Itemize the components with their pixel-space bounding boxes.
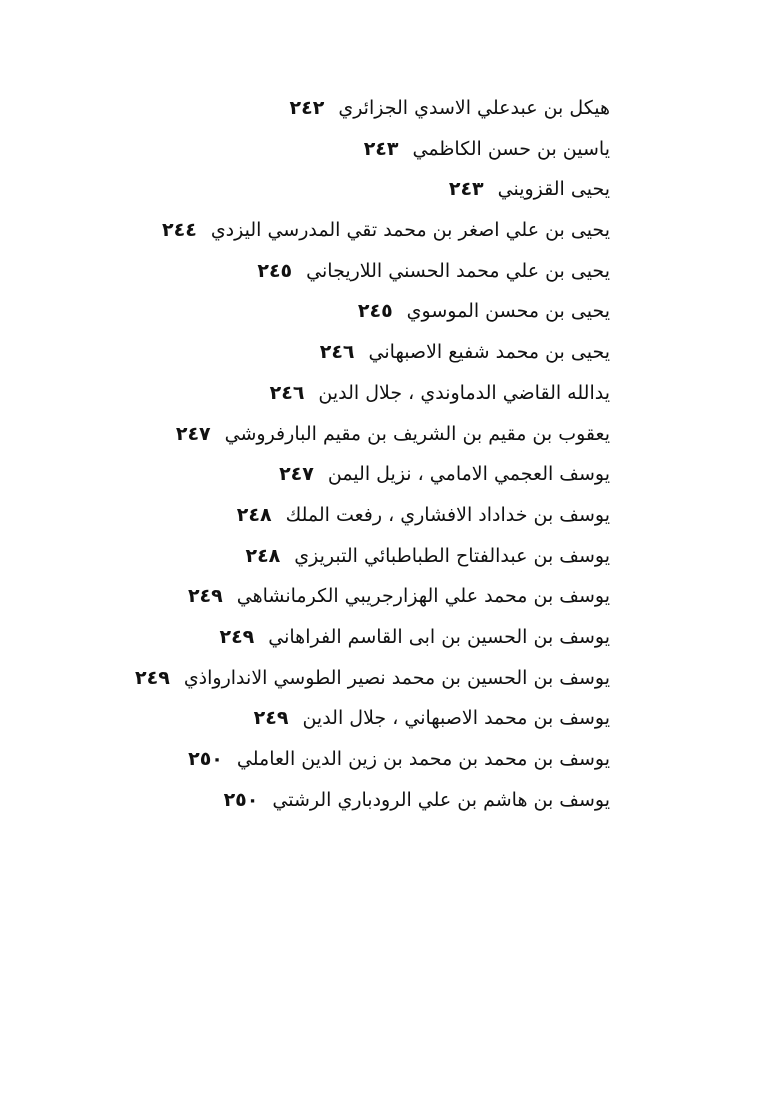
- entry-name: يوسف بن خداداد الافشاري ، رفعت الملك: [285, 503, 610, 526]
- index-entry: [90, 739, 610, 780]
- entry-name: يوسف بن الحسين بن محمد نصير الطوسي الاندارواذي: [183, 666, 610, 689]
- index-entry: [90, 536, 610, 577]
- entry-page-number: ٢٤٩: [135, 666, 170, 689]
- index-entry: [90, 617, 610, 658]
- entry-page-number: ٢٤٨: [245, 544, 281, 567]
- entry-name: يوسف بن الحسين بن ابى القاسم الفراهاني: [268, 625, 610, 648]
- entry-name: هيكل بن عبدعلي الاسدي الجزائري: [338, 97, 610, 119]
- index-entry: [90, 658, 610, 699]
- entry-page-number: ٢٤٩: [187, 585, 223, 608]
- entry-name: يوسف العجمي الامامي ، نزيل اليمن: [327, 463, 610, 486]
- entry-page-number: ٢٤٣: [448, 178, 484, 201]
- index-entry: [90, 332, 610, 373]
- entry-name: يدالله القاضي الدماوندي ، جلال الدين: [318, 381, 610, 404]
- index-entry: [90, 373, 610, 414]
- entry-page-number: ٢٤٥: [357, 300, 393, 323]
- entry-page-number: ٢٤٣: [363, 137, 399, 160]
- entry-page-number: ٢٤٤: [162, 219, 197, 242]
- entry-page-number: ٢٤٧: [279, 463, 314, 486]
- entry-page-number: ٢٥٠: [223, 788, 259, 811]
- index-entry: [90, 698, 610, 739]
- index-entry: [90, 454, 610, 495]
- entry-name: يوسف بن محمد بن محمد بن زين الدين العاملي: [236, 748, 610, 770]
- entry-page-number: ٢٤٧: [175, 422, 211, 445]
- entry-page-number: ٢٤٢: [289, 97, 325, 119]
- index-entry: [90, 251, 610, 292]
- entry-page-number: ٢٤٩: [253, 707, 289, 730]
- index-list: [90, 88, 610, 820]
- index-entry: [90, 210, 610, 251]
- entry-name: يحيى القزويني: [497, 178, 610, 201]
- entry-page-number: ٢٤٩: [219, 625, 255, 648]
- entry-page-number: ٢٥٠: [188, 748, 223, 770]
- entry-name: يوسف بن محمد الاصبهاني ، جلال الدين: [302, 707, 610, 730]
- entry-page-number: ٢٤٦: [319, 341, 355, 364]
- entry-name: يحيى بن محمد شفيع الاصبهاني: [368, 341, 610, 364]
- index-entry: [90, 291, 610, 332]
- entry-name: يحيى بن محسن الموسوي: [406, 300, 610, 323]
- entry-page-number: ٢٤٥: [257, 259, 293, 282]
- index-entry: [90, 88, 610, 129]
- index-entry: [90, 576, 610, 617]
- entry-name: يوسف بن محمد علي الهزارجريبي الكرمانشاهي: [236, 585, 610, 608]
- entry-page-number: ٢٤٦: [269, 381, 305, 404]
- entry-page-number: ٢٤٨: [236, 503, 272, 526]
- entry-name: يعقوب بن مقيم بن الشريف بن مقيم البارفروشي: [224, 422, 610, 445]
- entry-name: يحيى بن علي اصغر بن محمد تقي المدرسي اليزدي: [210, 219, 610, 242]
- index-entry: [90, 414, 610, 455]
- index-entry: [90, 169, 610, 210]
- index-entry: [90, 129, 610, 170]
- entry-name: يحيى بن علي محمد الحسني اللاريجاني: [306, 259, 610, 282]
- index-entry: [90, 495, 610, 536]
- index-entry: [90, 780, 610, 821]
- entry-name: ياسين بن حسن الكاظمي: [412, 137, 610, 160]
- entry-name: يوسف بن هاشم بن علي الرودباري الرشتي: [272, 788, 610, 811]
- entry-name: يوسف بن عبدالفتاح الطباطبائي التبريزي: [294, 544, 610, 567]
